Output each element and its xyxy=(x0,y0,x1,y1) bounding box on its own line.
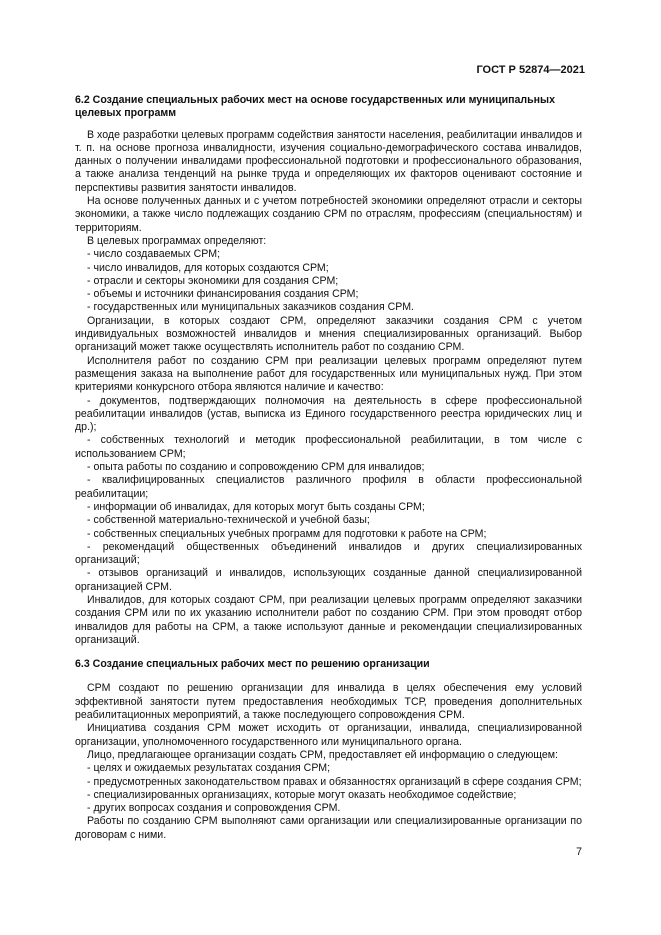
list-item: - число инвалидов, для которых создаются СРМ; xyxy=(87,261,329,274)
list-item: - документов, подтверждающих полномочия на деятельность в сфере профессиональной реабилитации инвалидов (устав, выписка из Единого государственного реестра юридических лиц и др.); xyxy=(75,394,582,434)
list-item: - собственных технологий и методик профессиональной реабилитации, в том числе с использованием СРМ; xyxy=(75,434,582,460)
paragraph: Организации, в которых создают СРМ, определяют заказчики создания СРМ с учетом индивидуальных возможностей инвалидов и мнения специализированных организаций. Выбор организаций может также осуществлять исполнитель работ по созданию СРМ. xyxy=(75,314,582,354)
paragraph: Лицо, предлагающее организации создать СРМ, предоставляет ей информацию о следующем: xyxy=(87,748,558,761)
paragraph: Инициатива создания СРМ может исходить от организации, инвалида, специализированной организации, уполномоченного государственного или муниципального органа. xyxy=(75,722,582,748)
section-6-3-heading: 6.3 Создание специальных рабочих мест по решению организации xyxy=(75,658,430,671)
paragraph: СРМ создают по решению организации для инвалида в целях обеспечения ему условий эффективной занятости путем предоставления необходимых ТСР, проведения дополнительных реабилитационных мероприятий, а также последующего сопровождения СРМ. xyxy=(75,682,582,722)
list-item: - целях и ожидаемых результатах создания СРМ; xyxy=(87,762,331,775)
list-item: - государственных или муниципальных заказчиков создания СРМ. xyxy=(87,301,414,314)
list-item: - собственных специальных учебных программ для подготовки к работе на СРМ; xyxy=(87,527,487,540)
document-id-header: ГОСТ Р 52874—2021 xyxy=(476,64,585,76)
section-6-2-heading: 6.2 Создание специальных рабочих мест на основе государственных или муниципальных целевых программ xyxy=(75,94,555,120)
list-item: - специализированных организациях, которые могут оказать необходимое содействие; xyxy=(87,788,517,801)
page-number: 7 xyxy=(576,846,582,858)
paragraph: В целевых программах определяют: xyxy=(87,234,267,247)
page-content xyxy=(75,94,582,842)
list-item: - информации об инвалидах, для которых могут быть созданы СРМ; xyxy=(87,500,425,513)
paragraph: В ходе разработки целевых программ содействия занятости населения, реабилитации инвалидов и т. п. на основе прогноза инвалидности, изучения социально-демографического состава инвалидов, данных о получении инвалидами профессиональной подготовки и профессионального образования, а также анализа тенденций на рынке труда и определяющих их факторов оценивают состояние и перспективы развития занятости инвалидов. xyxy=(75,128,582,194)
list-item: - отрасли и секторы экономики для создания СРМ; xyxy=(87,274,339,287)
paragraph: Инвалидов, для которых создают СРМ, при реализации целевых программ определяют заказчики создания СРМ или по их указанию исполнители работ по созданию СРМ. При этом проводят отбор инвалидов для работы на СРМ, а также используют данные и рекомендации специализированных организаций. xyxy=(75,593,582,646)
list-item: - квалифицированных специалистов различного профиля в области профессиональной реабилитации; xyxy=(75,474,582,500)
list-item: - число создаваемых СРМ; xyxy=(87,248,221,261)
list-item: - рекомендаций общественных объединений инвалидов и других специализированных организаций; xyxy=(75,540,582,567)
list-item: - объемы и источники финансирования создания СРМ; xyxy=(87,288,359,301)
paragraph: На основе полученных данных и с учетом потребностей экономики определяют отрасли и секторы экономики, а также число подлежащих созданию СРМ по отраслям, профессиям (специальностям) и территориям. xyxy=(75,195,582,234)
list-item: - собственной материально-технической и учебной базы; xyxy=(87,514,370,527)
list-item: - предусмотренных законодательством правах и обязанностях организаций в сфере создания СРМ; xyxy=(87,775,582,788)
list-item: - отзывов организаций и инвалидов, использующих созданные данной специализированной организацией СРМ. xyxy=(75,567,582,593)
paragraph: Исполнителя работ по созданию СРМ при реализации целевых программ определяют путем размещения заказа на выполнение работ для государственных или муниципальных нужд. При этом критериями конкурсного отбора являются наличие и качество: xyxy=(75,354,582,394)
list-item: - опыта работы по созданию и сопровождению СРМ для инвалидов; xyxy=(87,461,425,474)
paragraph: Работы по созданию СРМ выполняют сами организации или специализированные организации по договорам с ними. xyxy=(75,815,582,841)
list-item: - других вопросах создания и сопровождения СРМ. xyxy=(87,802,341,815)
